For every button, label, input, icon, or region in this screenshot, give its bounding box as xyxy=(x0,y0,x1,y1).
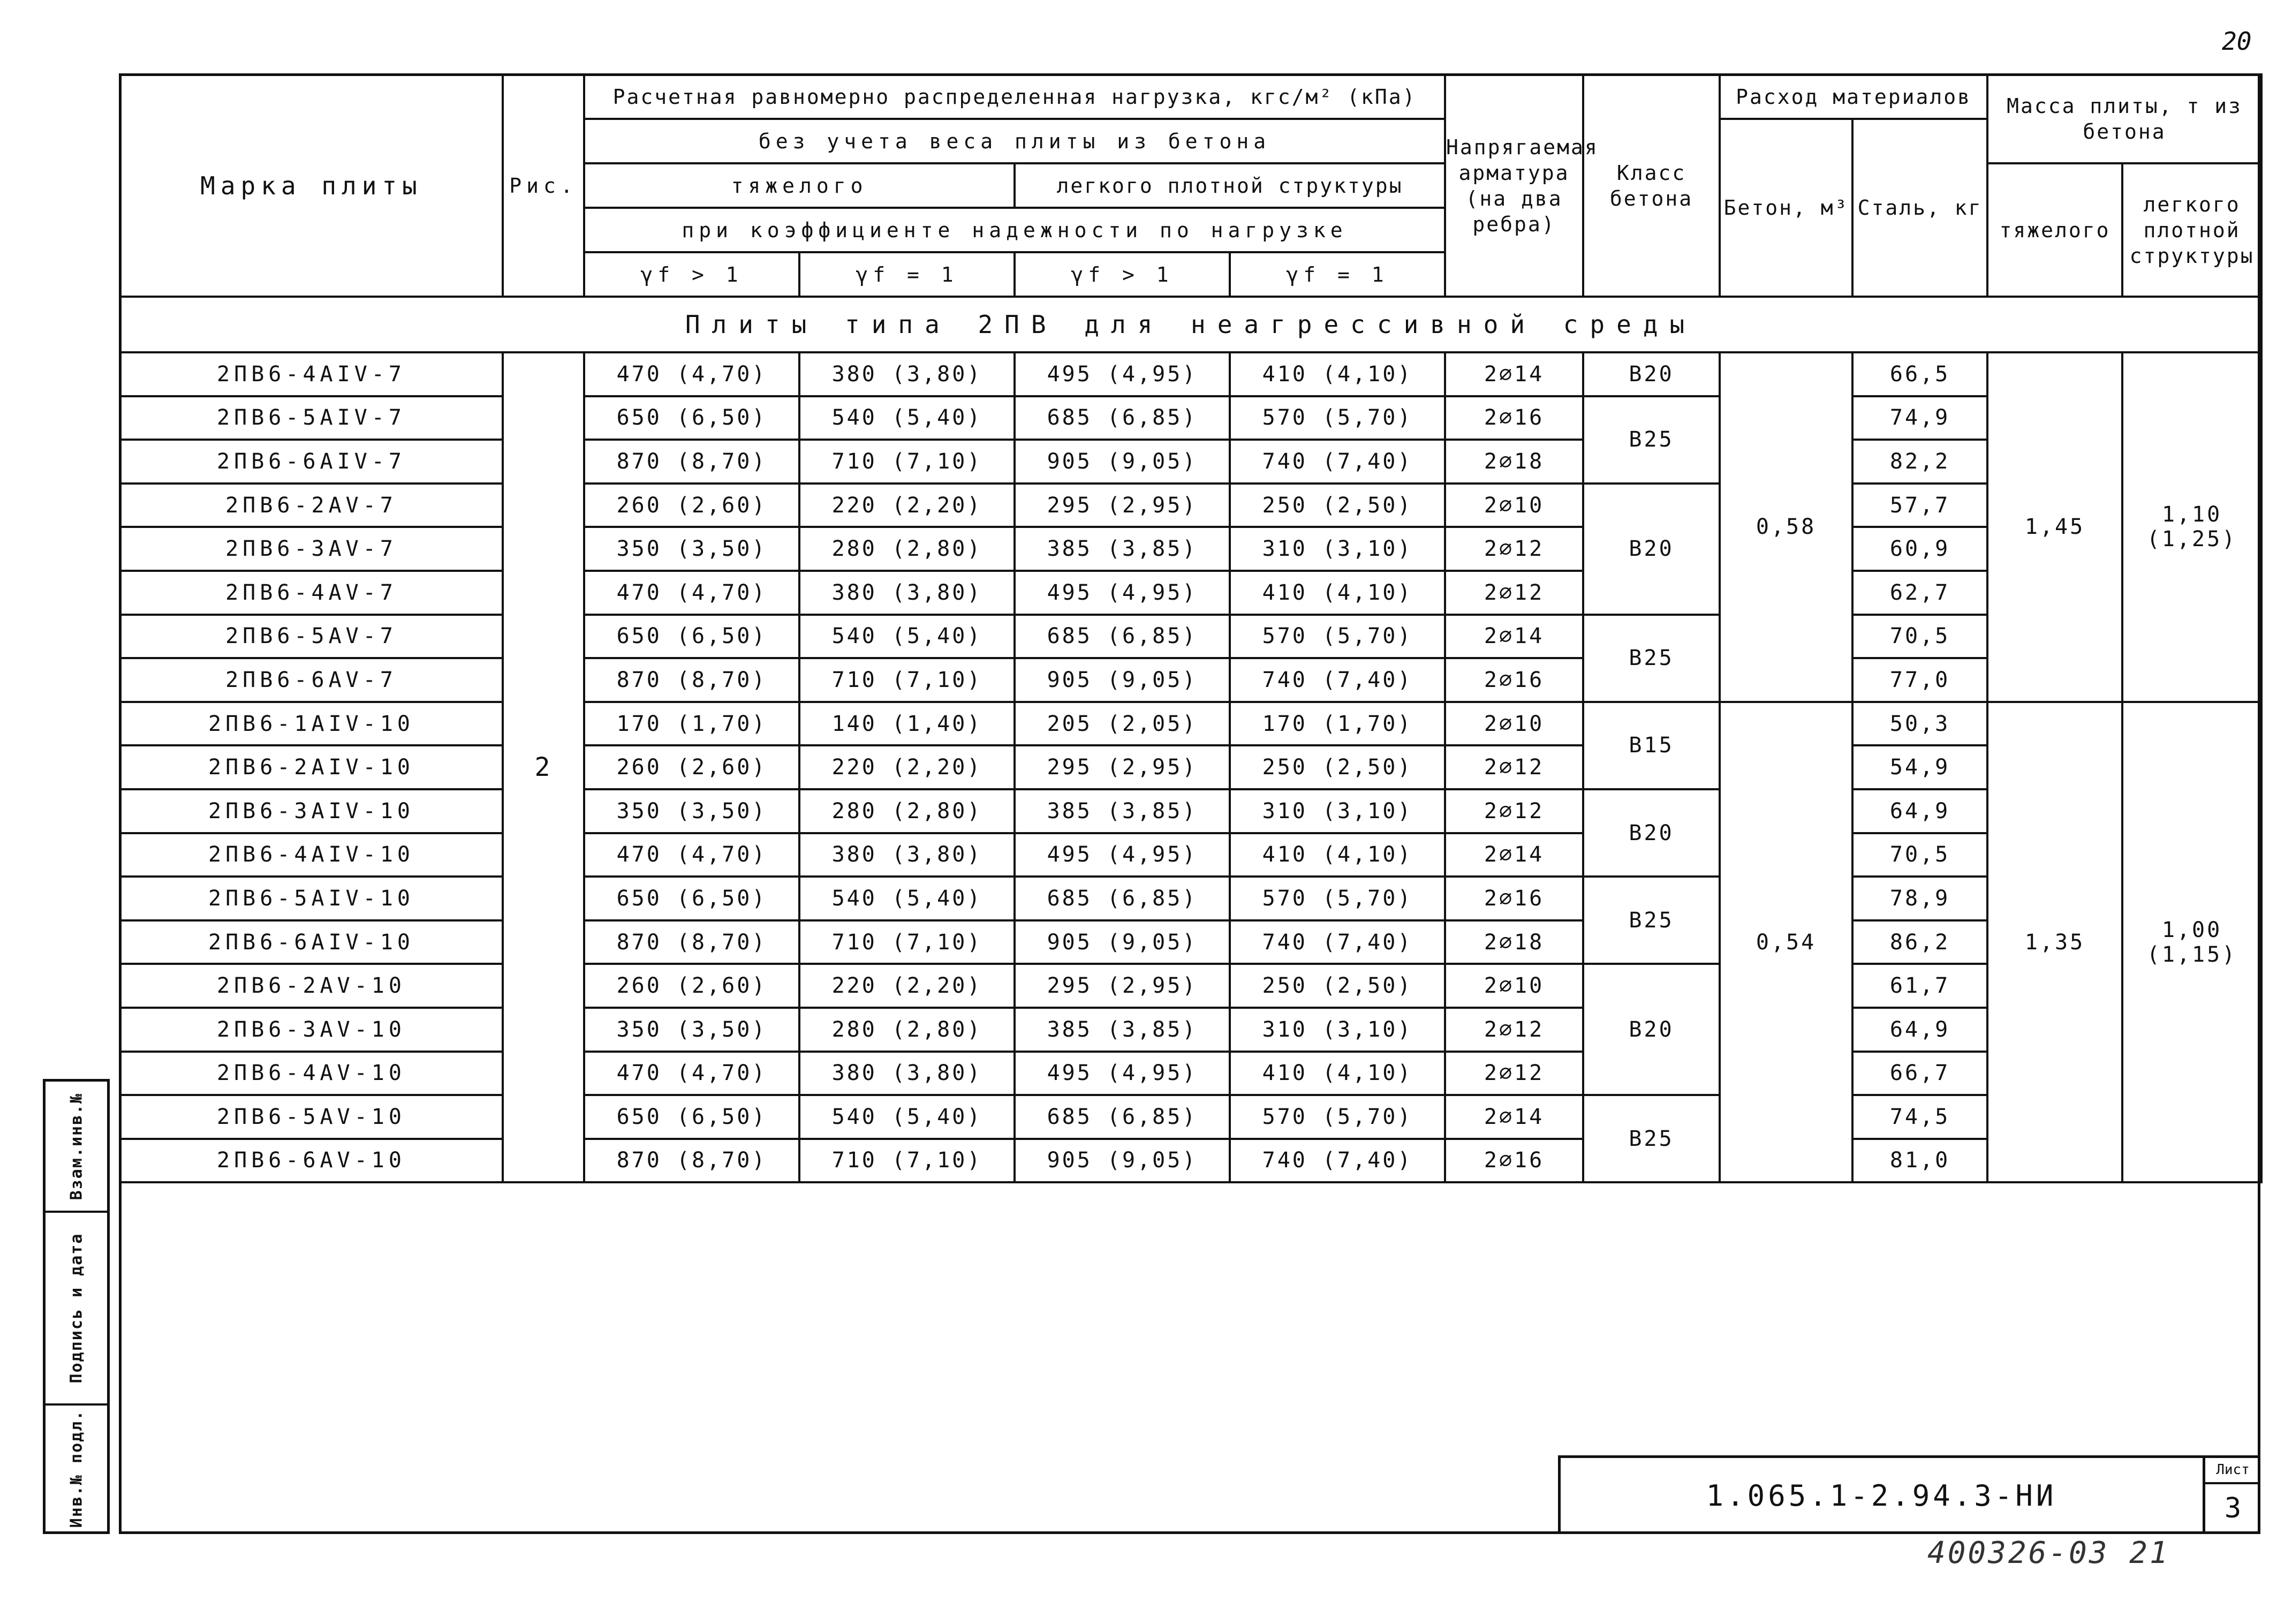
header-fig: Рис. xyxy=(503,74,584,297)
row-l1: 495 (4,95) xyxy=(1015,352,1230,396)
row-h2: 540 (5,40) xyxy=(799,877,1015,920)
row-h1: 650 (6,50) xyxy=(584,615,799,659)
document-code: 1.065.1-2.94.3-НИ xyxy=(1706,1479,2057,1513)
row-h1: 350 (3,50) xyxy=(584,789,799,833)
row-h1: 470 (4,70) xyxy=(584,571,799,615)
row-rebar: 2⌀14 xyxy=(1445,833,1583,877)
row-mark: 2ПВ6-2АV-7 xyxy=(120,484,503,527)
row-mark: 2ПВ6-5АV-7 xyxy=(120,615,503,659)
row-class: B25 xyxy=(1583,396,1720,484)
header-gamma-light-gt: γf > 1 xyxy=(1015,252,1230,297)
row-mark: 2ПВ6-5АV-10 xyxy=(120,1095,503,1139)
row-h2: 380 (3,80) xyxy=(799,571,1015,615)
row-h1: 870 (8,70) xyxy=(584,440,799,484)
row-l1: 295 (2,95) xyxy=(1015,484,1230,527)
group2-mass-light xyxy=(2122,702,2261,1183)
row-h2: 280 (2,80) xyxy=(799,527,1015,571)
row-class: B20 xyxy=(1583,964,1720,1095)
row-mark: 2ПВ6-3АV-10 xyxy=(120,1008,503,1052)
row-mark: 2ПВ6-5АIV-7 xyxy=(120,396,503,440)
row-class: B25 xyxy=(1583,615,1720,702)
row-h1: 650 (6,50) xyxy=(584,877,799,920)
header-mass-heavy: тяжелого xyxy=(1987,163,2122,297)
row-mark: 2ПВ6-6АV-10 xyxy=(120,1139,503,1183)
row-rebar: 2⌀12 xyxy=(1445,789,1583,833)
row-steel: 50,3 xyxy=(1852,702,1987,746)
row-h2: 220 (2,20) xyxy=(799,484,1015,527)
row-h2: 220 (2,20) xyxy=(799,745,1015,789)
row-h1: 870 (8,70) xyxy=(584,920,799,964)
row-l2: 410 (4,10) xyxy=(1230,1052,1445,1096)
row-h1: 470 (4,70) xyxy=(584,1052,799,1096)
mass-light-value-alt: (1,25) xyxy=(2146,527,2237,552)
row-h2: 220 (2,20) xyxy=(799,964,1015,1008)
row-l2: 740 (7,40) xyxy=(1230,1139,1445,1183)
header-load-title: Расчетная равномерно распределенная нагрузка, кгс/м² (кПа) xyxy=(584,74,1445,119)
row-mark: 2ПВ6-5АIV-10 xyxy=(120,877,503,920)
row-l2: 740 (7,40) xyxy=(1230,920,1445,964)
side-inv-label: Инв.№ подл. xyxy=(67,1409,86,1528)
header-gamma-heavy-eq: γf = 1 xyxy=(799,252,1015,297)
row-l1: 205 (2,05) xyxy=(1015,702,1230,746)
row-h1: 470 (4,70) xyxy=(584,833,799,877)
row-h2: 140 (1,40) xyxy=(799,702,1015,746)
row-class: B25 xyxy=(1583,1095,1720,1182)
row-rebar: 2⌀12 xyxy=(1445,1052,1583,1096)
row-l2: 570 (5,70) xyxy=(1230,1095,1445,1139)
row-steel: 62,7 xyxy=(1852,571,1987,615)
row-rebar: 2⌀18 xyxy=(1445,920,1583,964)
row-l1: 495 (4,95) xyxy=(1015,571,1230,615)
row-h1: 350 (3,50) xyxy=(584,527,799,571)
row-h2: 540 (5,40) xyxy=(799,1095,1015,1139)
row-rebar: 2⌀12 xyxy=(1445,1008,1583,1052)
row-rebar: 2⌀16 xyxy=(1445,877,1583,920)
row-h1: 470 (4,70) xyxy=(584,352,799,396)
row-l1: 295 (2,95) xyxy=(1015,964,1230,1008)
header-rebar: Напрягаемая арматура (на два ребра) xyxy=(1445,74,1583,297)
side-signature-label: Подпись и дата xyxy=(67,1233,86,1384)
row-rebar: 2⌀16 xyxy=(1445,396,1583,440)
row-steel: 66,5 xyxy=(1852,352,1987,396)
row-h1: 870 (8,70) xyxy=(584,658,799,702)
row-steel: 86,2 xyxy=(1852,920,1987,964)
header-light: легкого плотной структуры xyxy=(1015,163,1445,208)
side-stamp xyxy=(43,1079,110,1534)
row-l1: 905 (9,05) xyxy=(1015,920,1230,964)
row-steel: 77,0 xyxy=(1852,658,1987,702)
row-h1: 260 (2,60) xyxy=(584,484,799,527)
row-steel: 57,7 xyxy=(1852,484,1987,527)
row-l1: 685 (6,85) xyxy=(1015,877,1230,920)
row-mark: 2ПВ6-4АV-7 xyxy=(120,571,503,615)
group1-concrete: 0,58 xyxy=(1720,352,1852,702)
row-class: B20 xyxy=(1583,484,1720,615)
row-l2: 250 (2,50) xyxy=(1230,745,1445,789)
mass-light-value-alt: (1,15) xyxy=(2146,942,2237,967)
row-l1: 385 (3,85) xyxy=(1015,527,1230,571)
row-mark: 2ПВ6-1АIV-10 xyxy=(120,702,503,746)
row-class: B20 xyxy=(1583,789,1720,877)
mass-light-value: 1,10 xyxy=(2161,502,2222,527)
row-rebar: 2⌀10 xyxy=(1445,702,1583,746)
row-class: B25 xyxy=(1583,877,1720,964)
row-mark: 2ПВ6-2АIV-10 xyxy=(120,745,503,789)
row-steel: 54,9 xyxy=(1852,745,1987,789)
row-l1: 495 (4,95) xyxy=(1015,833,1230,877)
row-mark: 2ПВ6-6АIV-10 xyxy=(120,920,503,964)
row-l1: 685 (6,85) xyxy=(1015,1095,1230,1139)
group1-mass-heavy: 1,45 xyxy=(1987,352,2122,702)
row-mark: 2ПВ6-3АIV-10 xyxy=(120,789,503,833)
row-l2: 570 (5,70) xyxy=(1230,877,1445,920)
row-l2: 570 (5,70) xyxy=(1230,396,1445,440)
header-coef: при коэффициенте надежности по нагрузке xyxy=(584,208,1445,252)
row-h1: 350 (3,50) xyxy=(584,1008,799,1052)
row-h2: 540 (5,40) xyxy=(799,615,1015,659)
row-rebar: 2⌀18 xyxy=(1445,440,1583,484)
page-number: 20 xyxy=(2222,27,2252,56)
row-class: B15 xyxy=(1583,702,1720,789)
header-without-weight: без учета веса плиты из бетона xyxy=(584,119,1445,163)
row-rebar: 2⌀16 xyxy=(1445,658,1583,702)
mass-light-value: 1,00 xyxy=(2161,917,2222,942)
row-class: B20 xyxy=(1583,352,1720,396)
header-mark: Марка плиты xyxy=(120,74,503,297)
group2-concrete: 0,54 xyxy=(1720,702,1852,1183)
archive-code: 400326-03 21 xyxy=(1927,1536,2170,1570)
header-materials: Расход материалов xyxy=(1720,74,1987,119)
row-mark: 2ПВ6-6АV-7 xyxy=(120,658,503,702)
row-h2: 380 (3,80) xyxy=(799,352,1015,396)
row-rebar: 2⌀14 xyxy=(1445,352,1583,396)
header-mass: Масса плиты, т из бетона xyxy=(1987,74,2261,163)
sheet-box xyxy=(2203,1458,2260,1534)
row-steel: 74,5 xyxy=(1852,1095,1987,1139)
row-h1: 650 (6,50) xyxy=(584,1095,799,1139)
row-l1: 385 (3,85) xyxy=(1015,789,1230,833)
row-mark: 2ПВ6-2АV-10 xyxy=(120,964,503,1008)
row-rebar: 2⌀12 xyxy=(1445,571,1583,615)
row-mark: 2ПВ6-4АIV-10 xyxy=(120,833,503,877)
row-h1: 260 (2,60) xyxy=(584,964,799,1008)
row-steel: 61,7 xyxy=(1852,964,1987,1008)
title-block xyxy=(1558,1455,2260,1534)
row-l2: 310 (3,10) xyxy=(1230,1008,1445,1052)
row-steel: 66,7 xyxy=(1852,1052,1987,1096)
row-l2: 250 (2,50) xyxy=(1230,964,1445,1008)
row-steel: 74,9 xyxy=(1852,396,1987,440)
header-gamma-light-eq: γf = 1 xyxy=(1230,252,1445,297)
section-title: Плиты типа 2ПВ для неагрессивной среды xyxy=(120,297,2261,352)
row-h2: 710 (7,10) xyxy=(799,1139,1015,1183)
row-l1: 905 (9,05) xyxy=(1015,1139,1230,1183)
header-class: Класс бетона xyxy=(1583,74,1720,297)
row-l1: 295 (2,95) xyxy=(1015,745,1230,789)
row-rebar: 2⌀12 xyxy=(1445,527,1583,571)
header-steel: Сталь, кг xyxy=(1852,119,1987,297)
row-steel: 64,9 xyxy=(1852,789,1987,833)
row-h2: 540 (5,40) xyxy=(799,396,1015,440)
header-heavy: тяжелого xyxy=(584,163,1015,208)
row-h2: 710 (7,10) xyxy=(799,440,1015,484)
row-h1: 650 (6,50) xyxy=(584,396,799,440)
row-mark: 2ПВ6-3АV-7 xyxy=(120,527,503,571)
row-l2: 740 (7,40) xyxy=(1230,658,1445,702)
row-steel: 70,5 xyxy=(1852,833,1987,877)
row-mark: 2ПВ6-6АIV-7 xyxy=(120,440,503,484)
row-steel: 81,0 xyxy=(1852,1139,1987,1183)
header-gamma-heavy-gt: γf > 1 xyxy=(584,252,799,297)
sheet-label: Лист xyxy=(2205,1458,2260,1484)
side-replace-label: Взам.инв.№ xyxy=(67,1092,86,1200)
side-stamp-inv xyxy=(46,1406,107,1531)
sheet-number: 3 xyxy=(2224,1492,2242,1524)
row-h2: 280 (2,80) xyxy=(799,1008,1015,1052)
header-mass-light: легкого плотной структуры xyxy=(2122,163,2261,297)
row-rebar: 2⌀10 xyxy=(1445,484,1583,527)
row-h1: 170 (1,70) xyxy=(584,702,799,746)
row-mark: 2ПВ6-4АV-10 xyxy=(120,1052,503,1096)
row-h2: 280 (2,80) xyxy=(799,789,1015,833)
group2-mass-heavy: 1,35 xyxy=(1987,702,2122,1183)
row-h2: 710 (7,10) xyxy=(799,920,1015,964)
row-h1: 260 (2,60) xyxy=(584,745,799,789)
row-h1: 870 (8,70) xyxy=(584,1139,799,1183)
row-l2: 310 (3,10) xyxy=(1230,789,1445,833)
row-l2: 410 (4,10) xyxy=(1230,833,1445,877)
row-rebar: 2⌀10 xyxy=(1445,964,1583,1008)
row-l1: 495 (4,95) xyxy=(1015,1052,1230,1096)
row-l2: 170 (1,70) xyxy=(1230,702,1445,746)
row-h2: 710 (7,10) xyxy=(799,658,1015,702)
row-l2: 410 (4,10) xyxy=(1230,352,1445,396)
specification-table xyxy=(119,73,2263,1183)
row-l1: 905 (9,05) xyxy=(1015,658,1230,702)
row-l1: 685 (6,85) xyxy=(1015,615,1230,659)
row-rebar: 2⌀16 xyxy=(1445,1139,1583,1183)
side-stamp-signature xyxy=(46,1213,107,1406)
row-steel: 64,9 xyxy=(1852,1008,1987,1052)
group1-mass-light xyxy=(2122,352,2261,702)
row-rebar: 2⌀12 xyxy=(1445,745,1583,789)
row-h2: 380 (3,80) xyxy=(799,833,1015,877)
side-stamp-replace xyxy=(46,1082,107,1213)
row-l1: 385 (3,85) xyxy=(1015,1008,1230,1052)
row-steel: 60,9 xyxy=(1852,527,1987,571)
row-l1: 905 (9,05) xyxy=(1015,440,1230,484)
row-l2: 250 (2,50) xyxy=(1230,484,1445,527)
row-steel: 78,9 xyxy=(1852,877,1987,920)
row-l2: 740 (7,40) xyxy=(1230,440,1445,484)
row-rebar: 2⌀14 xyxy=(1445,615,1583,659)
row-l2: 570 (5,70) xyxy=(1230,615,1445,659)
row-l1: 685 (6,85) xyxy=(1015,396,1230,440)
row-h2: 380 (3,80) xyxy=(799,1052,1015,1096)
row-steel: 82,2 xyxy=(1852,440,1987,484)
row-mark: 2ПВ6-4АIV-7 xyxy=(120,352,503,396)
figure-number: 2 xyxy=(503,352,584,1182)
row-l2: 410 (4,10) xyxy=(1230,571,1445,615)
header-concrete: Бетон, м³ xyxy=(1720,119,1852,297)
row-steel: 70,5 xyxy=(1852,615,1987,659)
row-l2: 310 (3,10) xyxy=(1230,527,1445,571)
row-rebar: 2⌀14 xyxy=(1445,1095,1583,1139)
